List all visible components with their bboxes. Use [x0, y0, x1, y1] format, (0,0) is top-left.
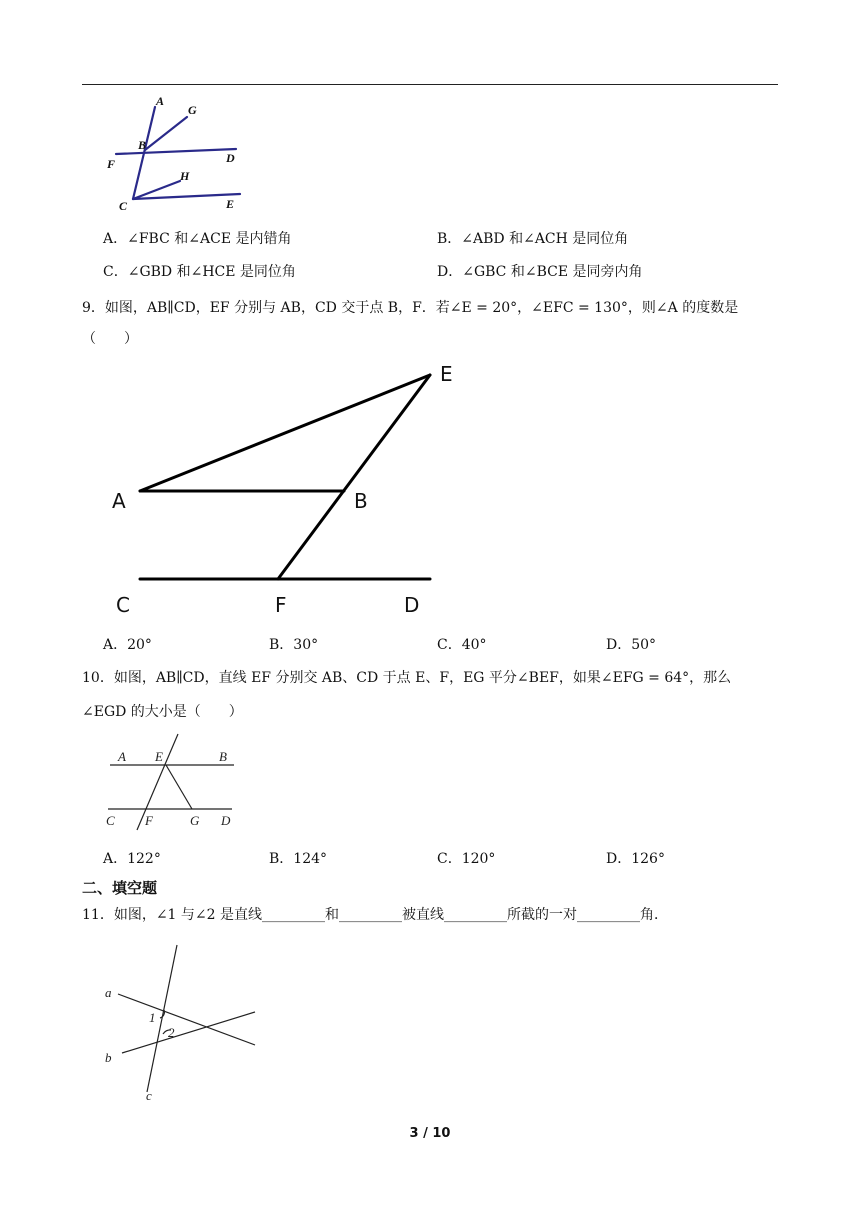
q10-figure	[100, 730, 250, 834]
q8-label-d: D	[226, 151, 235, 165]
q10-option-a[interactable]: A．122°	[103, 851, 161, 867]
header-rule	[82, 84, 778, 85]
q9-option-b[interactable]: B．30°	[269, 637, 319, 653]
q9-label-b: B	[354, 489, 368, 513]
q10-label-f: F	[145, 813, 153, 828]
q8-option-d[interactable]: D．∠GBC 和∠BCE 是同旁内角	[437, 264, 643, 280]
q10-option-b[interactable]: B．124°	[269, 851, 328, 867]
q9-blank: （ ）	[82, 331, 138, 347]
q10-stem: 10．如图，AB∥CD，直线 EF 分别交 AB、CD 于点 E、F，EG 平分∠BEF，如果∠EFG = 64°，那么	[82, 670, 732, 686]
q9-label-f: F	[275, 593, 287, 617]
q8-label-g: G	[188, 103, 197, 117]
q10-option-d[interactable]: D．126°	[606, 851, 665, 867]
q10-stem-line2: ∠EGD 的大小是（ ）	[82, 704, 243, 720]
q11-label-c: c	[146, 1088, 152, 1103]
q9-stem: 9．如图，AB∥CD，EF 分别与 AB，CD 交于点 B，F．若∠E = 20°，∠EFC = 130°，则∠A 的度数是	[82, 300, 739, 316]
q11-figure	[100, 940, 265, 1105]
q11-stem: 11．如图，∠1 与∠2 是直线_________和_________被直线_________所截的一对_________角．	[82, 907, 668, 923]
q8-label-a: A	[156, 94, 165, 108]
q10-label-c: C	[106, 813, 115, 828]
q8-label-b: B	[138, 138, 147, 152]
q8-label-f: F	[107, 157, 116, 171]
q8-option-b[interactable]: B．∠ABD 和∠ACH 是同位角	[437, 231, 629, 247]
q11-label-a: a	[105, 985, 112, 1000]
q8-figure	[100, 92, 260, 220]
q9-label-c: C	[116, 593, 130, 617]
q10-label-e: E	[155, 749, 163, 764]
q9-option-c[interactable]: C．40°	[437, 637, 487, 653]
q9-label-e: E	[440, 362, 453, 386]
q9-label-d: D	[404, 593, 420, 617]
q10-label-b: B	[219, 749, 227, 764]
q10-label-a: A	[118, 749, 126, 764]
q10-label-g: G	[190, 813, 200, 828]
q10-label-d: D	[221, 813, 231, 828]
q9-figure	[100, 355, 480, 625]
q8-label-c: C	[119, 199, 128, 213]
q9-label-a: A	[112, 489, 126, 513]
q11-label-b: b	[105, 1050, 112, 1065]
q8-label-h: H	[180, 169, 190, 183]
q8-option-a[interactable]: A．∠FBC 和∠ACE 是内错角	[103, 231, 292, 247]
q9-option-d[interactable]: D．50°	[606, 637, 657, 653]
q8-label-e: E	[226, 197, 235, 211]
section-title-fill-blank: 二、填空题	[82, 879, 158, 897]
q8-option-c[interactable]: C．∠GBD 和∠HCE 是同位角	[103, 264, 296, 280]
q11-angle-2: 2	[168, 1025, 175, 1040]
q9-option-a[interactable]: A．20°	[103, 637, 152, 653]
q10-option-c[interactable]: C．120°	[437, 851, 496, 867]
page-number: 3 / 10	[409, 1126, 451, 1141]
q11-angle-1: 1	[149, 1010, 156, 1025]
